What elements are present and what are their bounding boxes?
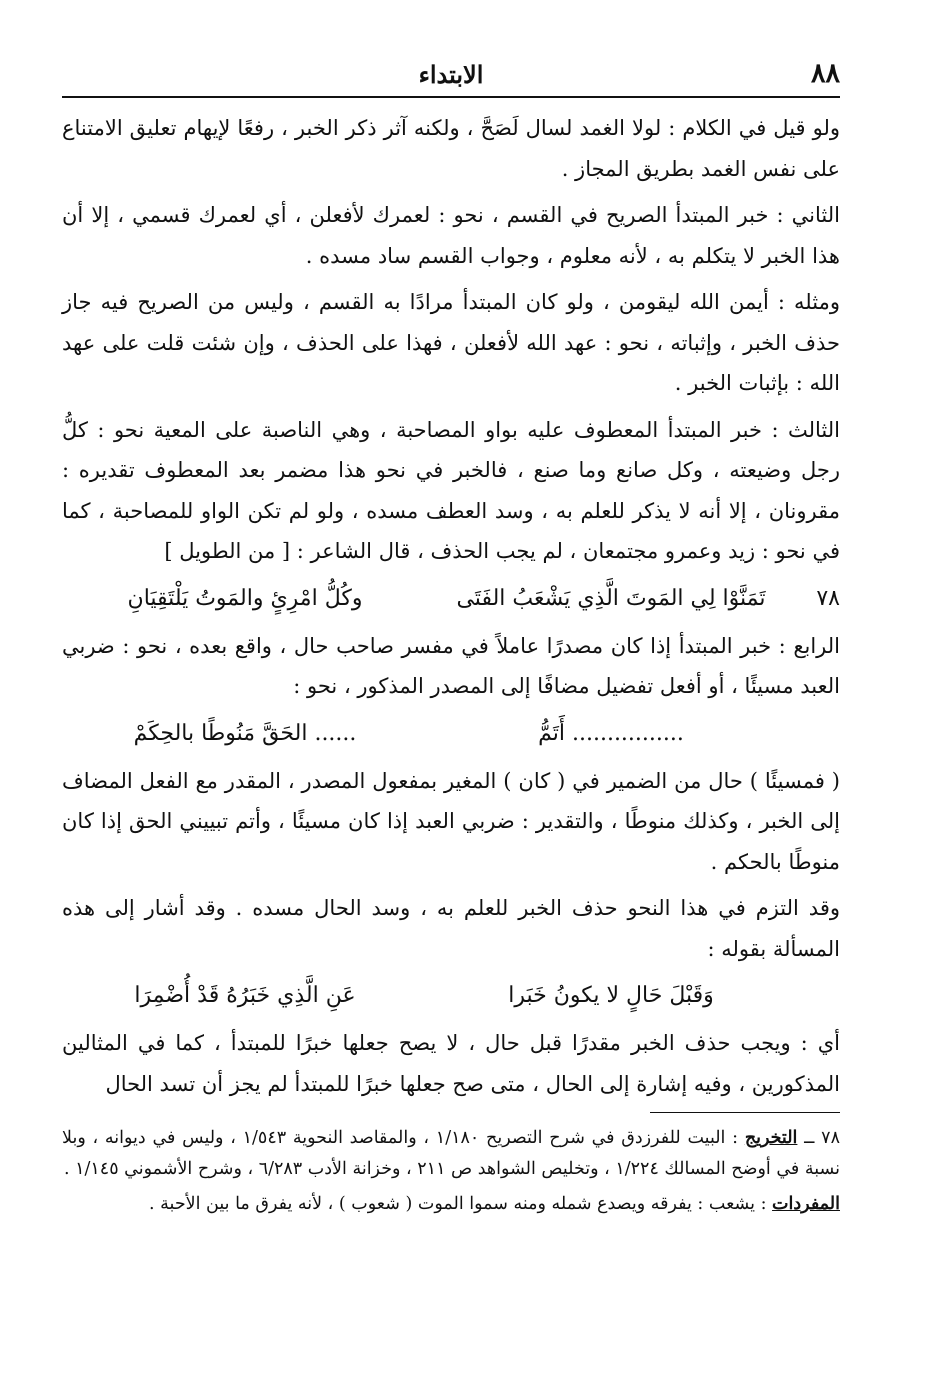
footnotes bbox=[62, 1112, 840, 1220]
footnote-mufradat bbox=[62, 1189, 840, 1220]
paragraph-4: الثالث : خبر المبتدأ المعطوف عليه بواو المصاحبة ، وهي الناصبة على المعية نحو : كلُّ رجل وضيعته ، وكل صانع وما صنع ، فالخبر في نحو هذا مضمر بعد المعطوف تقديره : مقرونان ، إلا أنه لا يذكر للعلم به ، وسد العطف مسده ، ولو لم تكن الواو للمصاحبة ، كما في نحو : زيد وعمرو مجتمعان ، لم يجب الحذف ، قال الشاعر : [ من الطويل ] bbox=[62, 417, 840, 563]
footnote-label-takhrij: التخريج bbox=[744, 1128, 798, 1148]
page-header bbox=[62, 58, 840, 98]
paragraph-5: الرابع : خبر المبتدأ إذا كان مصدرًا عاملاً في مفسر صاحب حال ، واقع بعده ، نحو : ضربي العبد مسيئًا ، أو أفعل تفضيل مضافًا إلى المصدر المذكور ، نحو : bbox=[62, 633, 840, 698]
page-number: ٨٨ bbox=[810, 58, 840, 89]
paragraph-6: ( فمسيئًا ) حال من الضمير في ( كان ) المغير بمفعول المصدر ، المقدر مع الفعل المضاف إلى الخبر ، وكذلك منوطًا ، والتقدير : ضربي العبد إذا كان مسيئًا ، وأتم تبييني الحق إذا كان منوطًا بالحكم . bbox=[62, 768, 840, 874]
paragraph-2: الثاني : خبر المبتدأ الصريح في القسم ، نحو : لعمرك لأفعلن ، أي لعمرك قسمي ، إلا أن هذا الخبر لا يتكلم به ، لأنه معلوم ، وجواب القسم ساد مسده . bbox=[62, 203, 840, 268]
page-body bbox=[62, 98, 840, 1104]
verse-second-hemistich: ...... الحَقَّ مَنُوطًا بالحِكَمْ bbox=[133, 720, 357, 746]
verse-second-hemistich: عَنِ الَّذِي خَبَرُهُ قَدْ أُضْمِرَا bbox=[134, 983, 356, 1008]
verse-first-hemistich: وَقَبْلَ حَالٍ لا يكونُ خَبَرا bbox=[508, 983, 714, 1008]
book-page bbox=[62, 58, 840, 1348]
verse-second-hemistich: وكُلُّ امْرِئٍ والمَوتُ يَلْتَقِيَانِ bbox=[127, 585, 363, 611]
paragraph-1: ولو قيل في الكلام : لولا الغمد لسال لَصَحَّ ، ولكنه آثر ذكر الخبر ، رفعًا لإيهام تعليق الامتناع على نفس الغمد بطريق المجاز . bbox=[62, 116, 840, 181]
footnote-text-mufradat: : يشعب : يفرقه ويصدع شمله ومنه سموا الموت ( شعوب ) ، لأنه يفرق ما بين الأحبة . bbox=[149, 1194, 767, 1214]
verse-first-hemistich: تَمَنَّوْا لِي المَوتَ الَّذِي يَشْعَبُ الفَتَى bbox=[456, 585, 766, 611]
verse-first-hemistich: ................ أَتَمُّ bbox=[538, 720, 684, 746]
footnote-label-mufradat: المفردات bbox=[772, 1194, 840, 1214]
paragraph-3: ومثله : أيمن الله ليقومن ، ولو كان المبتدأ مرادًا به القسم ، وليس من الصريح فيه جاز حذف الخبر ، وإثباته ، نحو : عهد الله لأفعلن ، فهذا على الحذف ، وإن شئت قلت على عهد الله : بإثبات الخبر . bbox=[62, 290, 840, 395]
footnote-text-takhrij: : البيت للفرزدق في شرح التصريح ١/١٨٠ ، والمقاصد النحوية ١/٥٤٣ ، وليس في ديوانه ، وبلا نسبة في أوضح المسالك ١/٢٢٤ ، وتخليص الشواهد ص ٢١١ ، وخزانة الأدب ٦/٢٨٣ ، وشرح الأشموني ١/١٤٥ . bbox=[62, 1128, 840, 1179]
verse-number: ٧٨ bbox=[816, 585, 840, 611]
verse-partial bbox=[62, 713, 840, 755]
paragraph-8: أي : ويجب حذف الخبر مقدرًا قبل حال ، لا يصح جعلها خبرًا للمبتدأ ، كما في المثالين المذكورين ، وفيه إشارة إلى الحال ، متى صح جعلها خبرًا للمبتدأ لم يجز أن تسد الحال bbox=[62, 1031, 841, 1096]
running-title: الابتداء bbox=[418, 60, 484, 89]
footnote-separator bbox=[650, 1112, 840, 1113]
footnote-number: ٧٨ ــ bbox=[804, 1128, 840, 1148]
footnote-takhrij bbox=[62, 1123, 840, 1185]
verse-alfiyya bbox=[62, 975, 840, 1017]
paragraph-7: وقد التزم في هذا النحو حذف الخبر للعلم به ، وسد الحال مسده . وقد أشار إلى هذه المسألة بقوله : bbox=[62, 896, 840, 961]
verse-78 bbox=[62, 578, 840, 620]
